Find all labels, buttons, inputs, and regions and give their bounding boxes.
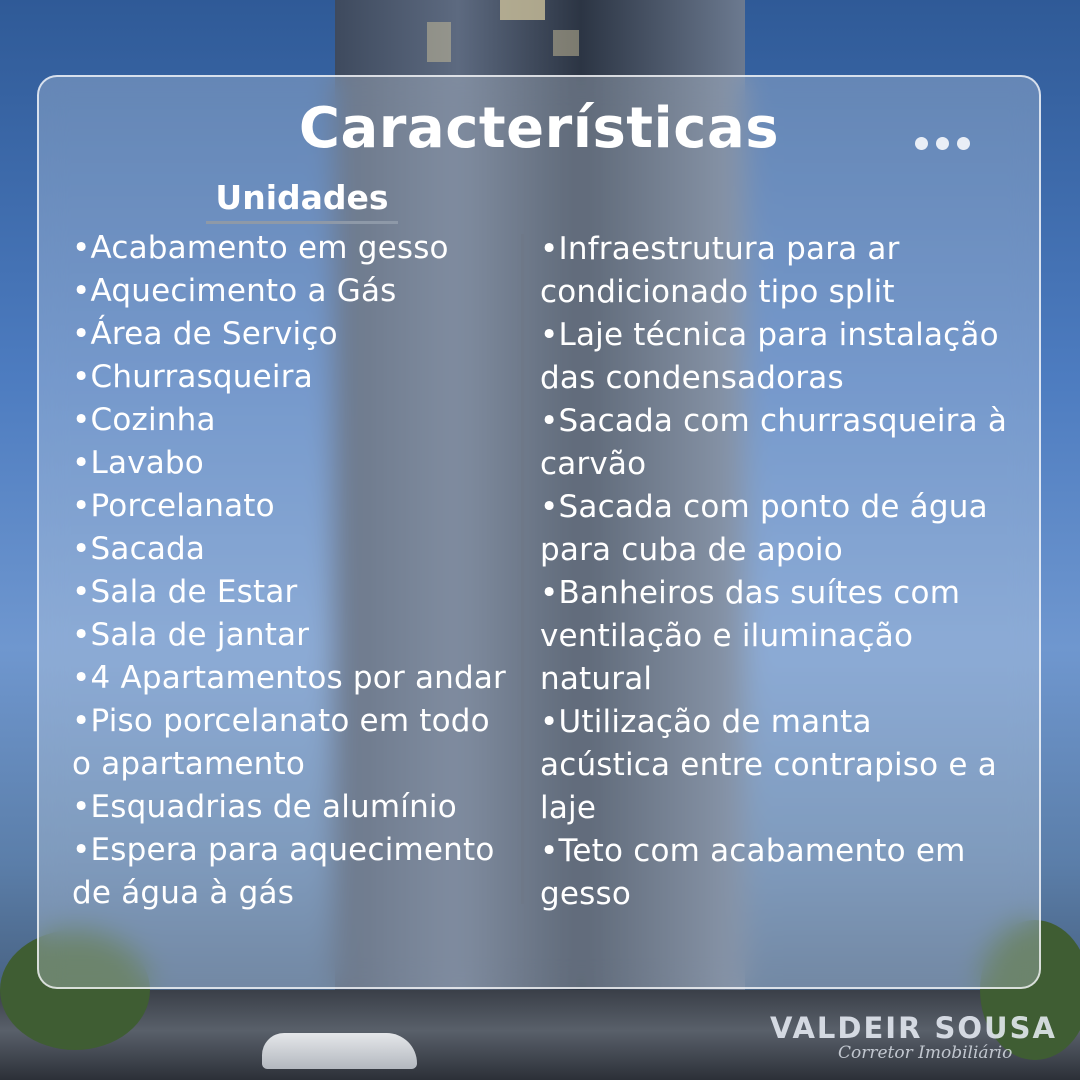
list-item: • Teto com acabamento em gesso	[540, 830, 1010, 916]
list-item: • Esquadrias de alumínio	[72, 786, 512, 829]
column-divider	[521, 234, 524, 904]
list-item: • Acabamento em gesso	[72, 227, 512, 270]
brand-logo: VALDEIR SOUSA	[770, 1011, 1057, 1045]
list-item: • Sala de Estar	[72, 571, 512, 614]
list-item: • Laje técnica para instalação das condensadoras	[540, 314, 1010, 400]
list-item: • Espera para aquecimento de água à gás	[72, 829, 512, 915]
list-item: • Sala de jantar	[72, 614, 512, 657]
page-title: Características	[298, 96, 780, 161]
list-item: • Sacada	[72, 528, 512, 571]
list-item: • Área de Serviço	[72, 313, 512, 356]
brand-tagline: Corretor Imobiliário	[838, 1043, 1013, 1063]
list-item: • Aquecimento a Gás	[72, 270, 512, 313]
list-item: • Piso porcelanato em todo o apartamento	[72, 700, 512, 786]
section-subtitle: Unidades	[206, 178, 398, 224]
list-item: • Porcelanato	[72, 485, 512, 528]
car	[262, 1033, 417, 1069]
list-item: • 4 Apartamentos por andar	[72, 657, 512, 700]
features-list-right	[540, 228, 1010, 916]
more-dots-icon	[915, 137, 970, 150]
list-item: • Churrasqueira	[72, 356, 512, 399]
list-item: • Cozinha	[72, 399, 512, 442]
list-item: • Banheiros das suítes com ventilação e iluminação natural	[540, 572, 1010, 701]
list-item: • Lavabo	[72, 442, 512, 485]
list-item: • Sacada com churrasqueira à carvão	[540, 400, 1010, 486]
features-list-left	[72, 227, 512, 915]
list-item: • Sacada com ponto de água para cuba de apoio	[540, 486, 1010, 572]
list-item: • Utilização de manta acústica entre contrapiso e a laje	[540, 701, 1010, 830]
list-item: • Infraestrutura para ar condicionado tipo split	[540, 228, 1010, 314]
